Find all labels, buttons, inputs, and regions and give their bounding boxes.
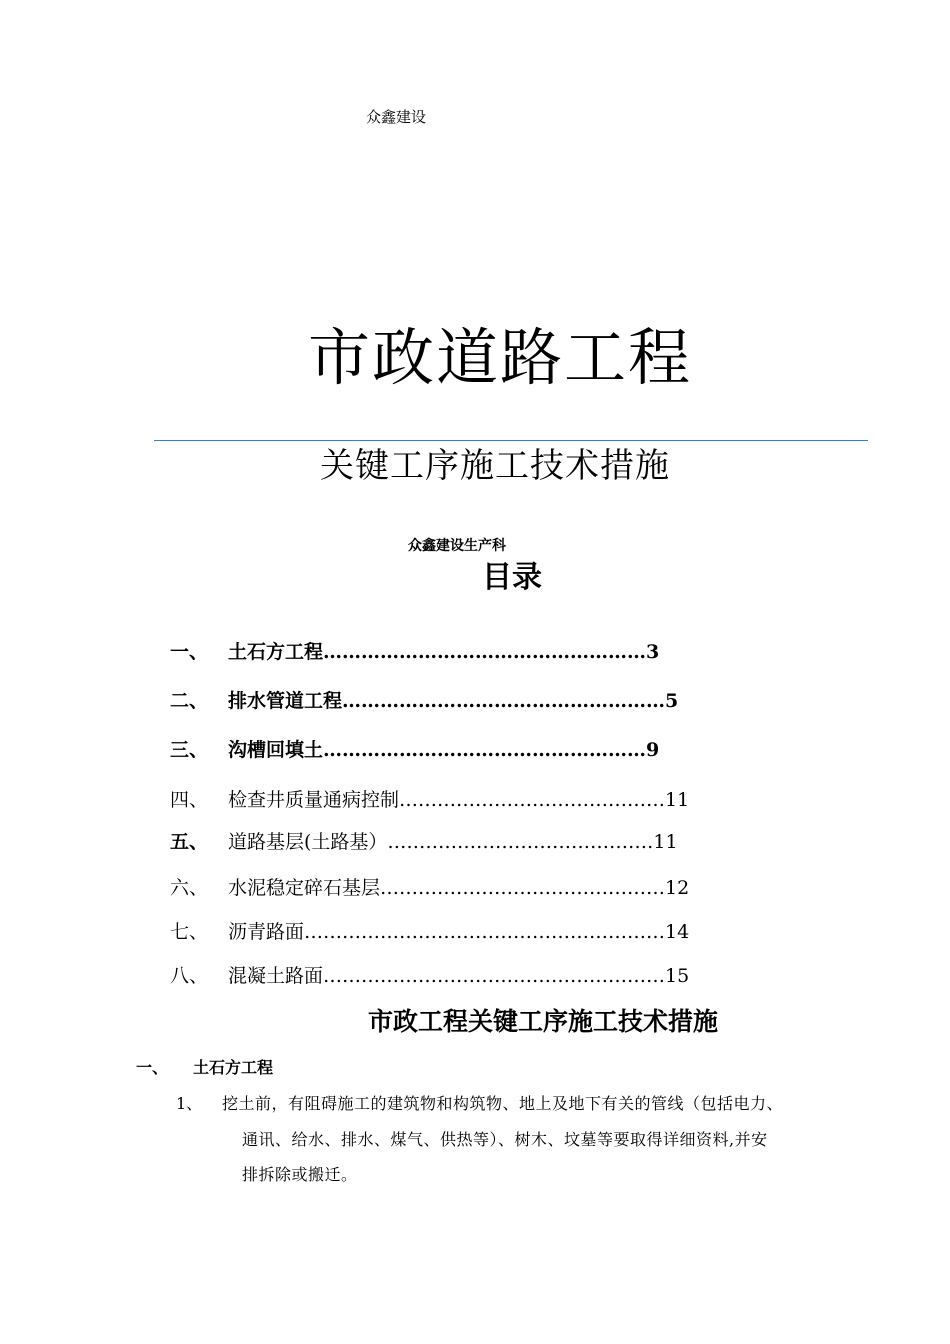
toc-item-number: 四、 [170,789,209,811]
paragraph-line: 排拆除或搬迁。 [242,1165,358,1184]
paragraph-line: 通讯、给水、排水、煤气、供热等）、树木、坟墓等要取得详细资料,并安 [242,1130,768,1149]
toc-item-number: 三、 [170,739,209,761]
section-title: 市政工程关键工序施工技术措施 [368,1007,719,1036]
toc-item-text: 混凝土路面………………………………………………15 [228,965,690,987]
item-number: 1、 [176,1094,203,1113]
toc-item-text: 道路基层(土路基）……………………………………11 [228,831,678,853]
section-number: 一、 [136,1058,169,1077]
toc-item-number: 一、 [170,641,209,663]
header-company-name: 众鑫建设 [366,108,427,126]
department-name: 众鑫建设生产科 [408,538,506,554]
toc-item-text: 水泥稳定碎石基层………………………………………12 [228,877,690,899]
toc-item-text: 沥青路面…………………………………………………14 [228,921,690,943]
toc-item-number: 八、 [170,965,209,987]
toc-item-text: 沟槽回填土……………………………………………9 [228,739,660,761]
toc-item-text: 检查井质量通病控制……………………………………11 [228,789,690,811]
toc-item-number: 七、 [170,921,209,943]
paragraph-line: 挖土前，有阻碍施工的建筑物和构筑物、地上及地下有关的管线（包括电力、 [222,1094,784,1113]
section-heading: 土石方工程 [193,1058,274,1077]
toc-item-number: 二、 [170,690,209,712]
toc-item-text: 排水管道工程……………………………………………5 [228,690,679,712]
toc-item-number: 五、 [170,831,209,853]
document-subtitle: 关键工序施工技术措施 [320,446,670,486]
toc-item-text: 土石方工程……………………………………………3 [228,641,660,663]
document-title: 市政道路工程 [307,321,692,394]
toc-heading: 目录 [482,560,542,595]
toc-item-number: 六、 [170,877,209,899]
